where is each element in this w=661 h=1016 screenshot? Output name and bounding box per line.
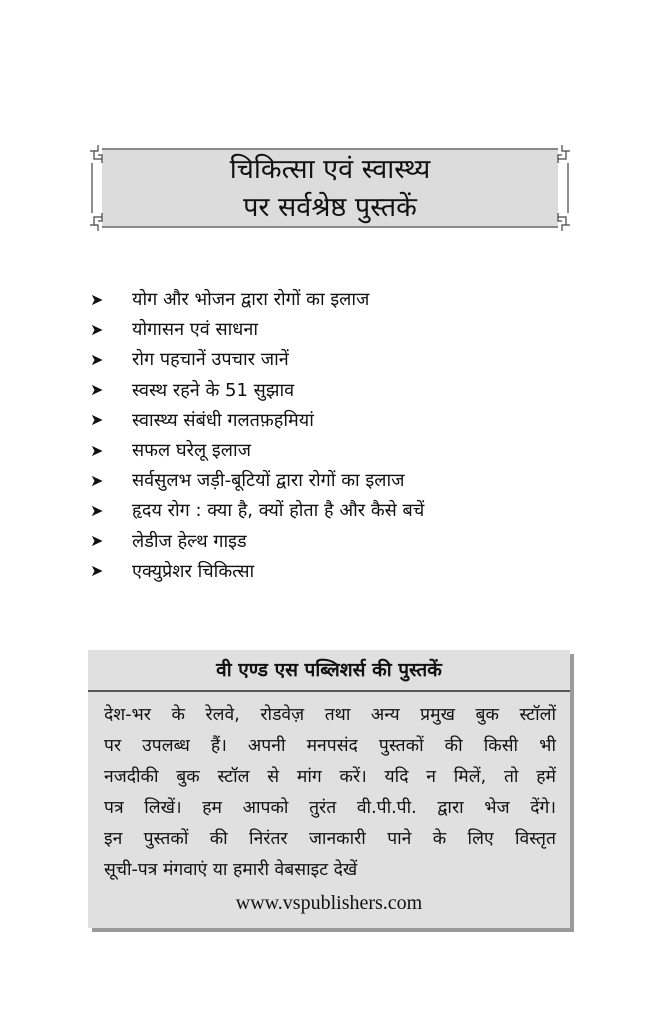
- book-title: हृदय रोग : क्या है, क्यों होता है और कैसे बचें: [132, 500, 425, 522]
- book-title: रोग पहचानें उपचार जानें: [132, 349, 289, 371]
- book-title: योगासन एवं साधना: [132, 319, 259, 341]
- list-item: [90, 314, 424, 344]
- banner-title-line-1: चिकित्सा एवं स्वास्थ्य: [229, 154, 431, 185]
- list-item: [90, 284, 424, 314]
- book-title: स्वस्थ रहने के 51 सुझाव: [132, 379, 295, 401]
- info-box-divider: [88, 690, 570, 692]
- info-line: इन पुस्तकों की निरंतर जानकारी पाने के लिए विस्तृत: [104, 829, 556, 849]
- publisher-info-box: [88, 650, 570, 928]
- info-line: पर उपलब्ध हैं। अपनी मनपसंद पुस्तकों की किसी भी: [104, 736, 556, 756]
- arrow-bullet-icon: ➤: [90, 410, 104, 430]
- list-item: [90, 556, 424, 586]
- website-url: www.vspublishers.com: [235, 892, 423, 914]
- book-title: सफल घरेलू इलाज: [132, 440, 251, 462]
- book-title: सर्वसुलभ जड़ी-बूटियों द्वारा रोगों का इलाज: [132, 470, 405, 492]
- list-item: [90, 465, 424, 495]
- arrow-bullet-icon: ➤: [90, 440, 104, 460]
- book-list: [90, 284, 424, 586]
- info-line: नजदीकी बुक स्टॉल से मांग करें। यदि न मिलें, तो हमें: [104, 767, 556, 787]
- list-item: [90, 495, 424, 525]
- list-item: [90, 375, 424, 405]
- list-item: [90, 526, 424, 556]
- arrow-bullet-icon: ➤: [90, 531, 104, 551]
- info-box-body: [104, 700, 556, 886]
- info-line: सूची-पत्र मंगवाएं या हमारी वेबसाइट देखें: [104, 860, 358, 880]
- info-line: देश-भर के रेलवे, रोडवेज़ तथा अन्य प्रमुख बुक स्टॉलों: [104, 705, 556, 725]
- info-line: पत्र लिखें। हम आपको तुरंत वी.पी.पी. द्वारा भेज देंगे।: [104, 798, 556, 818]
- list-item: [90, 435, 424, 465]
- arrow-bullet-icon: ➤: [90, 289, 104, 309]
- arrow-bullet-icon: ➤: [90, 561, 104, 581]
- arrow-bullet-icon: ➤: [90, 470, 104, 490]
- arrow-bullet-icon: ➤: [90, 349, 104, 369]
- arrow-bullet-icon: ➤: [90, 500, 104, 520]
- list-item: [90, 405, 424, 435]
- title-banner: [88, 143, 572, 233]
- book-title: एक्युप्रेशर चिकित्सा: [132, 560, 255, 582]
- arrow-bullet-icon: ➤: [90, 319, 104, 339]
- book-title: स्वास्थ्य संबंधी गलतफ़हमियां: [132, 409, 314, 431]
- info-box-title: वी एण्ड एस पब्लिशर्स की पुस्तकें: [216, 659, 442, 681]
- book-title: योग और भोजन द्वारा रोगों का इलाज: [132, 289, 370, 311]
- book-title: लेडीज हेल्थ गाइड: [132, 530, 247, 552]
- arrow-bullet-icon: ➤: [90, 380, 104, 400]
- list-item: [90, 344, 424, 374]
- banner-title-line-2: पर सर्वश्रेष्ठ पुस्तकें: [243, 192, 417, 223]
